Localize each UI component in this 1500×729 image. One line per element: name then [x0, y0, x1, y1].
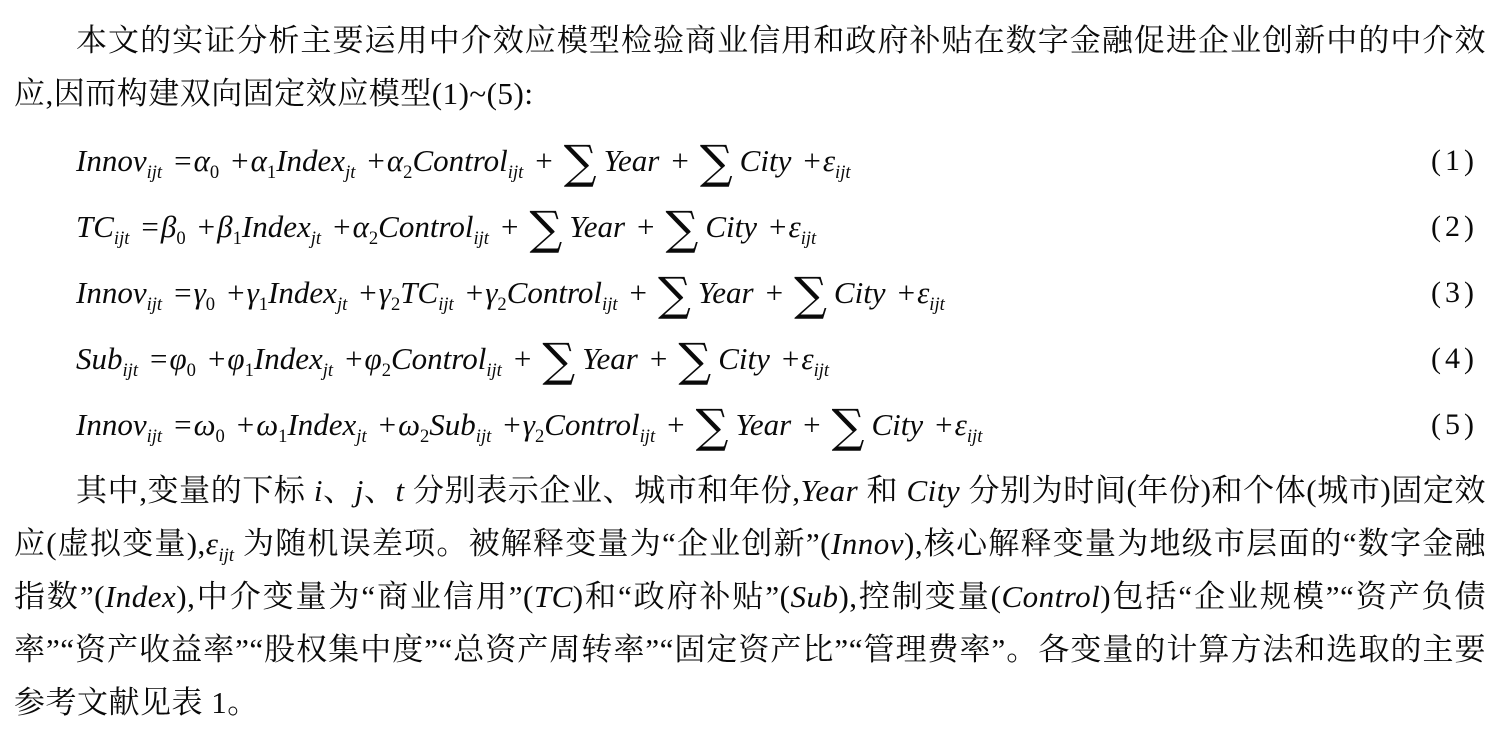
- math-variable: Index$_{jt}$: [268, 275, 348, 316]
- math-operator: +: [236, 407, 255, 442]
- math-variable: Innov$_{ijt}$: [76, 407, 163, 448]
- math-greek-symbol: $\gamma_0$: [193, 275, 216, 316]
- math-variable: City: [871, 407, 924, 442]
- math-operator: +: [769, 209, 787, 244]
- math-variable: $TC_{ijt}$: [76, 209, 130, 250]
- summation-symbol: ∑: [529, 201, 563, 255]
- equation-number: (5): [1431, 408, 1478, 441]
- explanation-paragraph: [14, 464, 1486, 729]
- subscript: 0: [215, 426, 225, 448]
- math-greek-symbol: $\varepsilon_{ijt}$: [801, 341, 830, 382]
- math-variable: Sub$_{ijt}$: [76, 341, 138, 382]
- math-operator: +: [897, 275, 916, 310]
- math-greek-symbol: $\omega_2$: [398, 407, 430, 448]
- math-operator: +: [765, 275, 784, 310]
- subscript: ijt: [835, 162, 851, 184]
- subscript: ijt: [929, 294, 945, 316]
- intro-paragraph: [14, 14, 1486, 120]
- math-operator: +: [378, 407, 397, 442]
- text-run: 为随机误差项。被解释变量为“企业创新”(: [234, 526, 831, 561]
- text-run: 和: [858, 473, 907, 508]
- text-run: 其中,变量的下标: [76, 473, 314, 508]
- math-greek-symbol: $\beta_0$: [160, 209, 186, 250]
- subscript: ijt: [146, 294, 163, 316]
- math-variable: Year: [582, 341, 638, 376]
- math-greek-symbol: $\varphi_1$: [227, 341, 254, 382]
- math-greek-symbol: $\gamma_2$: [522, 407, 545, 448]
- subscript: 2: [390, 294, 401, 316]
- equation: [14, 392, 1486, 458]
- math-variable: Year: [800, 473, 859, 508]
- equation: [14, 128, 1486, 194]
- math-greek-symbol: $\alpha_2$: [352, 209, 379, 250]
- math-variable: City: [718, 341, 770, 376]
- math-operator: +: [359, 275, 377, 310]
- equation-block: [14, 128, 1486, 458]
- math-greek-symbol: $\varepsilon_{ijt}$: [917, 275, 945, 316]
- math-greek-symbol: $\alpha_2$: [386, 143, 413, 184]
- subscript: ijt: [475, 426, 492, 448]
- subscript: ijt: [639, 426, 656, 448]
- text-run: ),控制变量(: [838, 579, 1002, 614]
- subscript: 1: [266, 162, 277, 184]
- subscript: 1: [232, 228, 242, 250]
- text-run: )和“政府补贴”(: [572, 579, 791, 614]
- math-variable: Year: [603, 143, 660, 178]
- math-variable: Control: [1001, 579, 1101, 614]
- math-operator: +: [781, 341, 800, 376]
- math-variable: City: [705, 209, 758, 244]
- subscript: 2: [420, 426, 430, 448]
- math-greek-symbol: $\beta_1$: [217, 209, 242, 250]
- math-variable: Index$_{jt}$: [276, 143, 356, 184]
- summation-symbol: ∑: [678, 333, 712, 387]
- math-greek-symbol: $\gamma_2$: [485, 275, 507, 316]
- subscript: ijt: [113, 228, 130, 250]
- subscript: 0: [209, 162, 220, 184]
- subscript: 2: [497, 294, 507, 316]
- subscript: jt: [345, 162, 356, 184]
- subscript: 2: [403, 162, 413, 184]
- math-variable: Year: [569, 209, 626, 244]
- text-run: 分别表示企业、城市和年份,: [404, 473, 801, 508]
- summation-symbol: ∑: [563, 135, 597, 189]
- equation-expression: [76, 135, 1431, 189]
- math-greek-symbol: $\gamma_2$: [378, 275, 401, 316]
- equation: [14, 260, 1486, 326]
- math-variable: $TC_{ijt}$: [400, 275, 454, 316]
- math-variable: Year: [697, 275, 754, 310]
- subscript: jt: [356, 426, 367, 448]
- math-operator: +: [513, 341, 532, 376]
- math-operator: +: [231, 143, 249, 178]
- math-variable: Innov: [830, 526, 905, 561]
- math-operator: =: [174, 407, 192, 442]
- math-greek-symbol: $\varepsilon_{ijt}$: [822, 143, 851, 184]
- math-greek-symbol: $\varphi_2$: [364, 341, 391, 382]
- text-run: ),中介变量为“商业信用”(: [176, 579, 534, 614]
- equation-number: (1): [1431, 144, 1478, 177]
- summation-symbol: ∑: [658, 267, 691, 321]
- math-variable: Index$_{jt}$: [287, 407, 367, 448]
- math-variable: Innov$_{ijt}$: [76, 143, 163, 184]
- math-operator: +: [333, 209, 351, 244]
- subscript: ijt: [486, 360, 502, 382]
- math-operator: =: [174, 275, 192, 310]
- math-variable: Innov$_{ijt}$: [76, 275, 163, 316]
- math-variable: Year: [735, 407, 792, 442]
- math-greek-symbol: $\alpha_1$: [250, 143, 277, 184]
- math-operator: +: [367, 143, 385, 178]
- subscript: jt: [336, 294, 348, 316]
- summation-symbol: ∑: [695, 399, 729, 453]
- subscript: 2: [368, 228, 379, 250]
- equation-number: (4): [1431, 342, 1478, 375]
- math-operator: +: [345, 341, 363, 376]
- subscript: jt: [310, 228, 322, 250]
- text-run: 本文的实证分析主要运用中介效应模型检验商业信用和政府补贴在数字金融促进企业创新中的中介效应,因而构建双向固定效应模型(1)~(5):: [14, 23, 1486, 111]
- subscript: 1: [244, 360, 254, 382]
- text-run: 分别为时间(年份)和个体(城市)固定效应(虚拟变量),: [14, 473, 1487, 561]
- summation-symbol: ∑: [794, 267, 827, 321]
- equation: [14, 326, 1486, 392]
- subscript: ijt: [602, 294, 618, 316]
- subscript: ijt: [507, 162, 524, 184]
- equation: [14, 194, 1486, 260]
- math-operator: +: [535, 143, 553, 178]
- math-variable: Control$_{ijt}$: [506, 275, 618, 316]
- math-operator: +: [671, 143, 689, 178]
- math-operator: +: [649, 341, 668, 376]
- subscript: 0: [176, 228, 186, 250]
- math-greek-symbol: $\varphi_0$: [169, 341, 196, 382]
- subscript: ijt: [473, 228, 489, 250]
- subscript: 1: [258, 294, 269, 316]
- math-variable: Control$_{ijt}$: [378, 209, 489, 250]
- subscript: 0: [186, 360, 196, 382]
- subscript: ijt: [438, 294, 454, 316]
- text-run: )包括“企业规模”“资产负债率”“资产收益率”“股权集中度”“总资产周转率”“固定资产比”“管理费率”。各变量的计算方法和选取的主要参考文献见表 1。: [14, 579, 1486, 720]
- subscript: ijt: [122, 360, 138, 382]
- math-greek-symbol: $\alpha_0$: [193, 143, 220, 184]
- summation-symbol: ∑: [542, 333, 576, 387]
- math-operator: +: [629, 275, 648, 310]
- equation-expression: [76, 399, 1431, 453]
- math-variable: City: [739, 143, 792, 178]
- math-variable: TC: [533, 579, 573, 614]
- math-operator: +: [935, 407, 953, 442]
- math-greek-symbol: $\omega_0$: [193, 407, 225, 448]
- math-variable: Index: [104, 579, 177, 614]
- equation-expression: [76, 267, 1431, 321]
- math-variable: i: [313, 473, 324, 508]
- math-variable: Sub: [790, 579, 839, 614]
- text-run: 、: [323, 473, 355, 508]
- math-variable: Sub$_{ijt}$: [429, 407, 492, 448]
- math-variable: City: [833, 275, 886, 310]
- math-variable: Index$_{jt}$: [241, 209, 322, 250]
- text-run: 、: [363, 473, 396, 508]
- subscript: ijt: [218, 545, 234, 567]
- subscript: 1: [278, 426, 288, 448]
- subscript: ijt: [800, 228, 817, 250]
- math-variable: Control$_{ijt}$: [544, 407, 656, 448]
- math-operator: =: [174, 143, 192, 178]
- math-variable: $\varepsilon_{ijt}$: [205, 526, 234, 567]
- subscript: 0: [205, 294, 216, 316]
- math-variable: Index$_{jt}$: [253, 341, 334, 382]
- math-operator: +: [637, 209, 655, 244]
- subscript: jt: [322, 360, 334, 382]
- subscript: ijt: [146, 426, 163, 448]
- math-variable: Control$_{ijt}$: [391, 341, 502, 382]
- math-variable: City: [906, 473, 961, 508]
- subscript: 2: [381, 360, 391, 382]
- summation-symbol: ∑: [665, 201, 699, 255]
- math-variable: j: [354, 473, 364, 508]
- subscript: ijt: [966, 426, 983, 448]
- math-operator: +: [803, 143, 821, 178]
- math-greek-symbol: $\varepsilon_{ijt}$: [788, 209, 817, 250]
- text-run: ),核心解释变量为地级市层面的“数字金融指数”(: [14, 526, 1486, 614]
- math-variable: t: [395, 473, 405, 508]
- math-operator: =: [150, 341, 168, 376]
- math-operator: +: [197, 209, 216, 244]
- math-operator: +: [803, 407, 821, 442]
- math-greek-symbol: $\varepsilon_{ijt}$: [954, 407, 983, 448]
- math-variable: Control$_{ijt}$: [412, 143, 524, 184]
- math-greek-symbol: $\omega_1$: [256, 407, 288, 448]
- math-operator: +: [465, 275, 484, 310]
- equation-expression: [76, 333, 1431, 387]
- math-operator: +: [667, 407, 685, 442]
- math-operator: +: [503, 407, 521, 442]
- summation-symbol: ∑: [831, 399, 865, 453]
- math-greek-symbol: $\gamma_1$: [246, 275, 269, 316]
- math-operator: +: [207, 341, 226, 376]
- equation-expression: [76, 201, 1431, 255]
- summation-symbol: ∑: [699, 135, 733, 189]
- equation-number: (3): [1431, 276, 1478, 309]
- equation-number: (2): [1431, 210, 1478, 243]
- subscript: ijt: [146, 162, 163, 184]
- math-operator: +: [227, 275, 245, 310]
- subscript: ijt: [813, 360, 830, 382]
- math-operator: +: [500, 209, 519, 244]
- math-operator: =: [141, 209, 159, 244]
- subscript: 2: [535, 426, 545, 448]
